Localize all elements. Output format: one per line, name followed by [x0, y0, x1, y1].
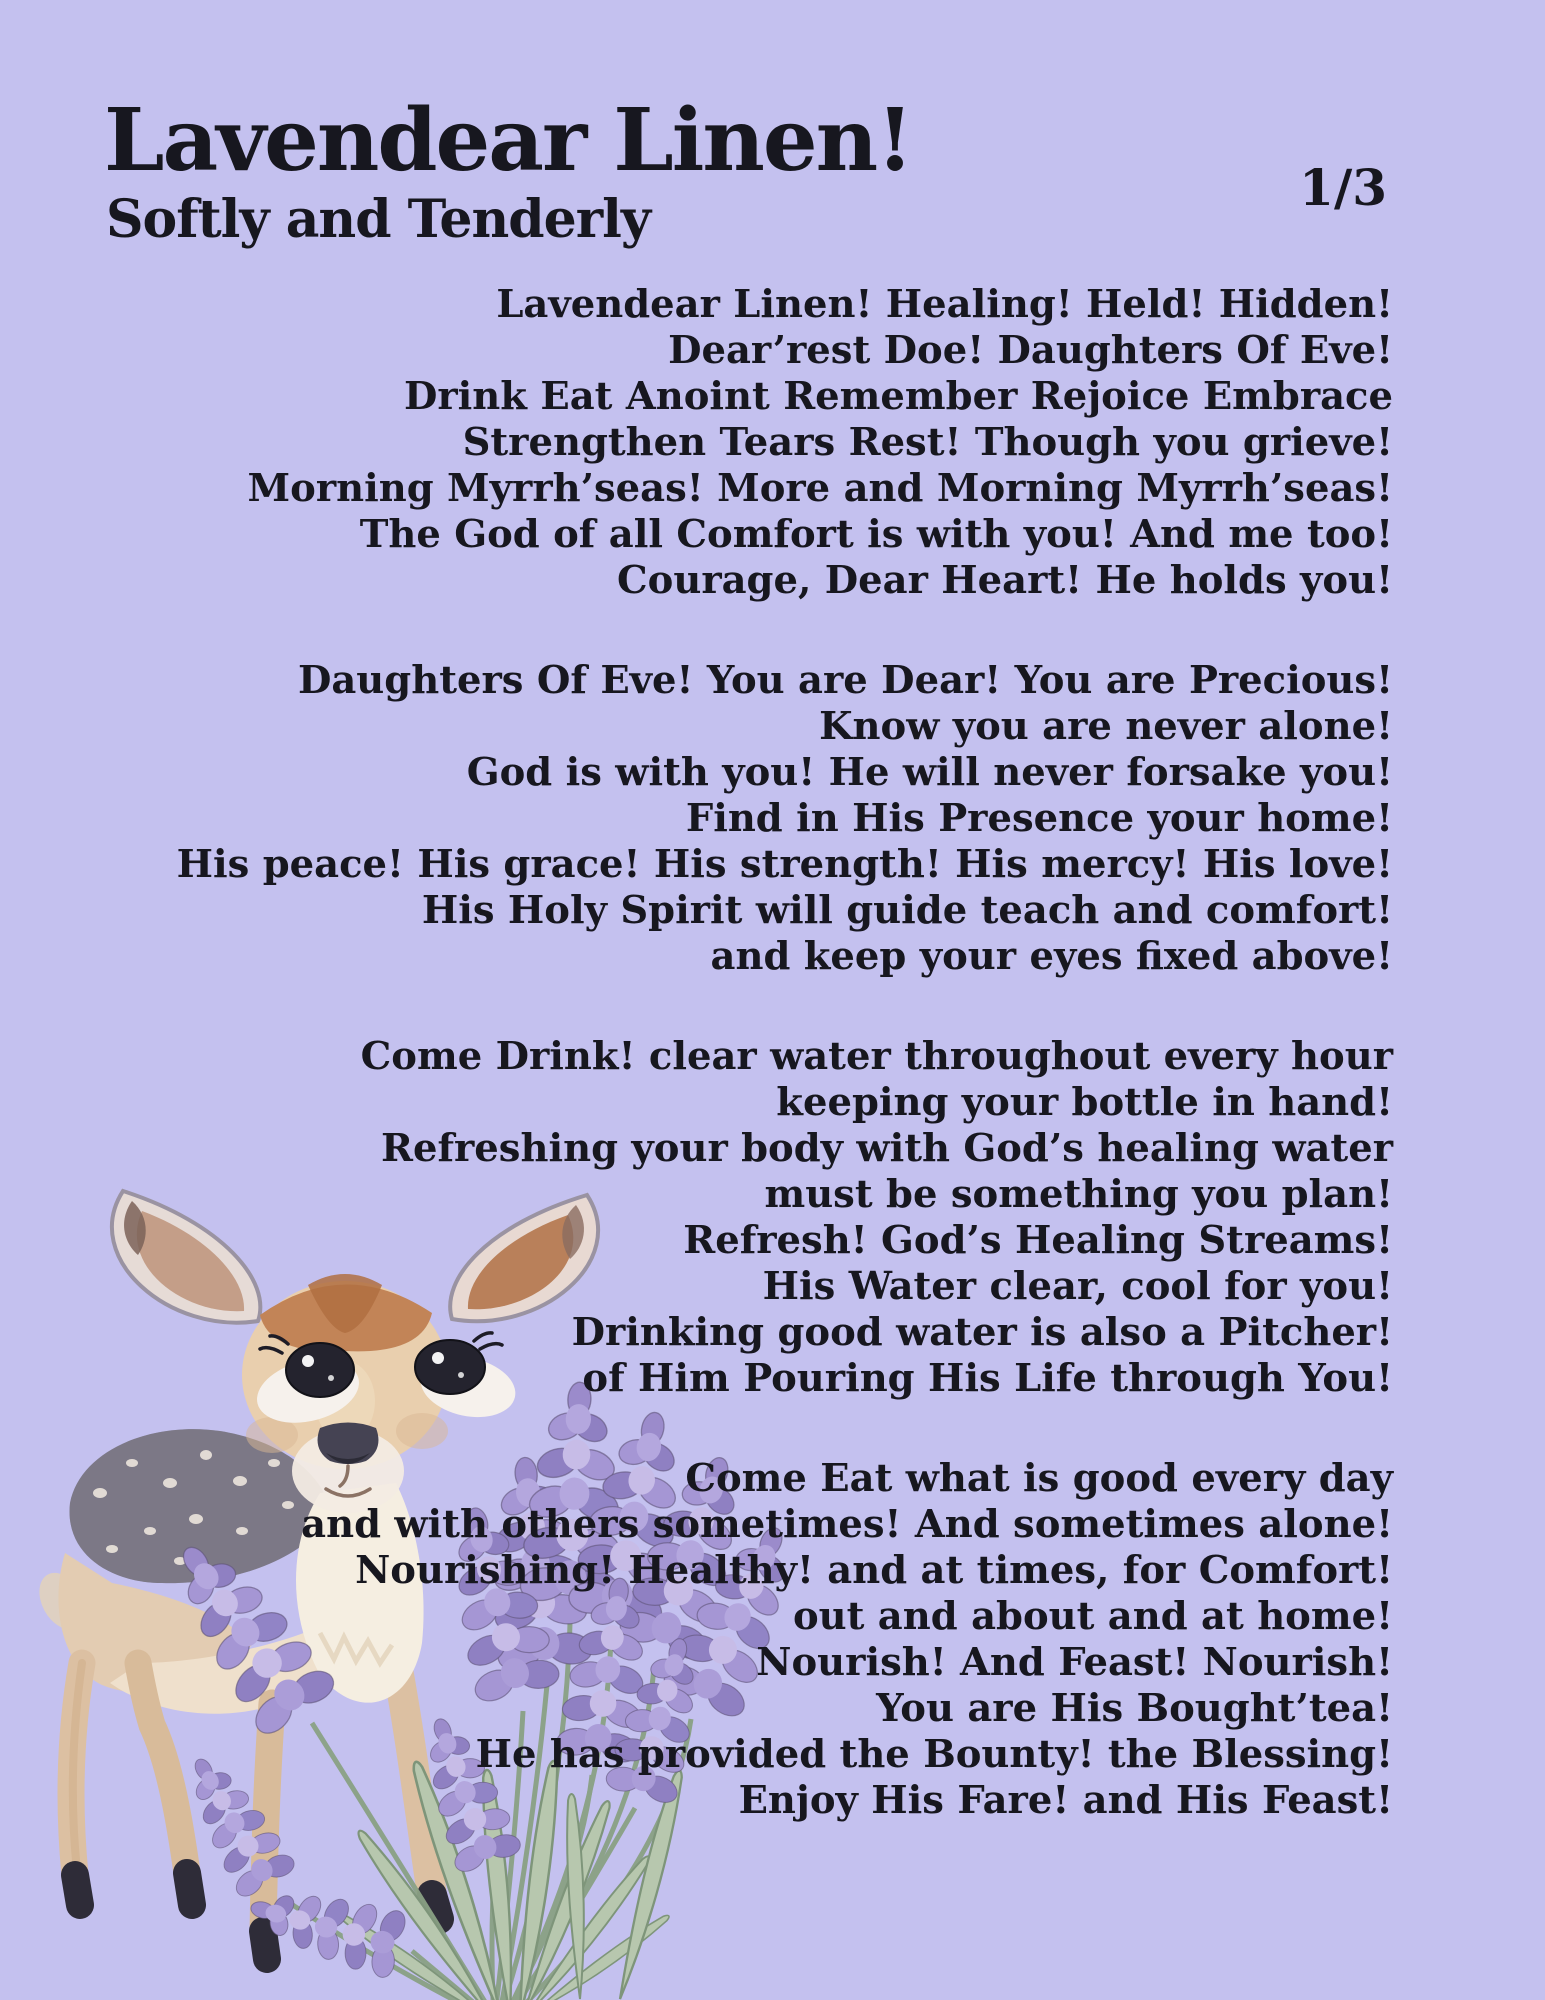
poem-line: Know you are never alone!: [819, 704, 1393, 749]
poem-line: Come Eat what is good every day: [685, 1456, 1393, 1501]
poem-line: He has provided the Bounty! the Blessing!: [475, 1732, 1393, 1777]
poem-line: Refreshing your body with God’s healing water: [380, 1126, 1393, 1171]
stanza-2: [177, 658, 1393, 980]
poem-line: Drinking good water is also a Pitcher!: [571, 1310, 1393, 1355]
poem-line: You are His Bought’tea!: [876, 1686, 1393, 1731]
poem-line: Come Drink! clear water throughout every hour: [360, 1034, 1393, 1079]
poem-line: of Him Pouring His Life through You!: [582, 1356, 1393, 1401]
poem-line: Courage, Dear Heart! He holds you!: [617, 558, 1393, 603]
poem-line: and with others sometimes! And sometimes alone!: [301, 1502, 1393, 1547]
page-number: 1/3: [1299, 158, 1387, 217]
poem-line: Nourish! And Feast! Nourish!: [756, 1640, 1393, 1685]
stanza-4: [177, 1456, 1393, 1824]
stanza-3: [177, 1034, 1393, 1402]
poem-line: Daughters Of Eve! You are Dear! You are Precious!: [297, 658, 1393, 703]
poem-line: His Holy Spirit will guide teach and comfort!: [421, 888, 1393, 933]
poem-line: Refresh! God’s Healing Streams!: [683, 1218, 1393, 1263]
poem-line: Enjoy His Fare! and His Feast!: [738, 1778, 1393, 1823]
page-subtitle: Softly and Tenderly: [106, 189, 651, 250]
poem-line: Strengthen Tears Rest! Though you grieve!: [462, 420, 1393, 465]
poem-line: Drink Eat Anoint Remember Rejoice Embrace: [404, 374, 1393, 419]
poem-line: God is with you! He will never forsake you!: [466, 750, 1393, 795]
page-title: Lavendear Linen!: [104, 90, 912, 191]
poem: [177, 282, 1393, 1824]
poem-line: must be something you plan!: [764, 1172, 1393, 1217]
poem-line: keeping your bottle in hand!: [776, 1080, 1393, 1125]
poem-line: Morning Myrrh’seas! More and Morning Myrrh’seas!: [247, 466, 1393, 511]
poem-line: His peace! His grace! His strength! His mercy! His love!: [176, 842, 1393, 887]
poem-line: The God of all Comfort is with you! And me too!: [359, 512, 1393, 557]
poem-line: Find in His Presence your home!: [685, 796, 1393, 841]
poem-line: Nourishing! Healthy! and at times, for Comfort!: [355, 1548, 1393, 1593]
poem-line: out and about and at home!: [792, 1594, 1393, 1639]
stanza-1: [177, 282, 1393, 604]
poem-line: Dear’rest Doe! Daughters Of Eve!: [668, 328, 1393, 373]
poem-line: His Water clear, cool for you!: [762, 1264, 1393, 1309]
poem-line: and keep your eyes fixed above!: [710, 934, 1393, 979]
poem-line: Lavendear Linen! Healing! Held! Hidden!: [496, 282, 1393, 327]
